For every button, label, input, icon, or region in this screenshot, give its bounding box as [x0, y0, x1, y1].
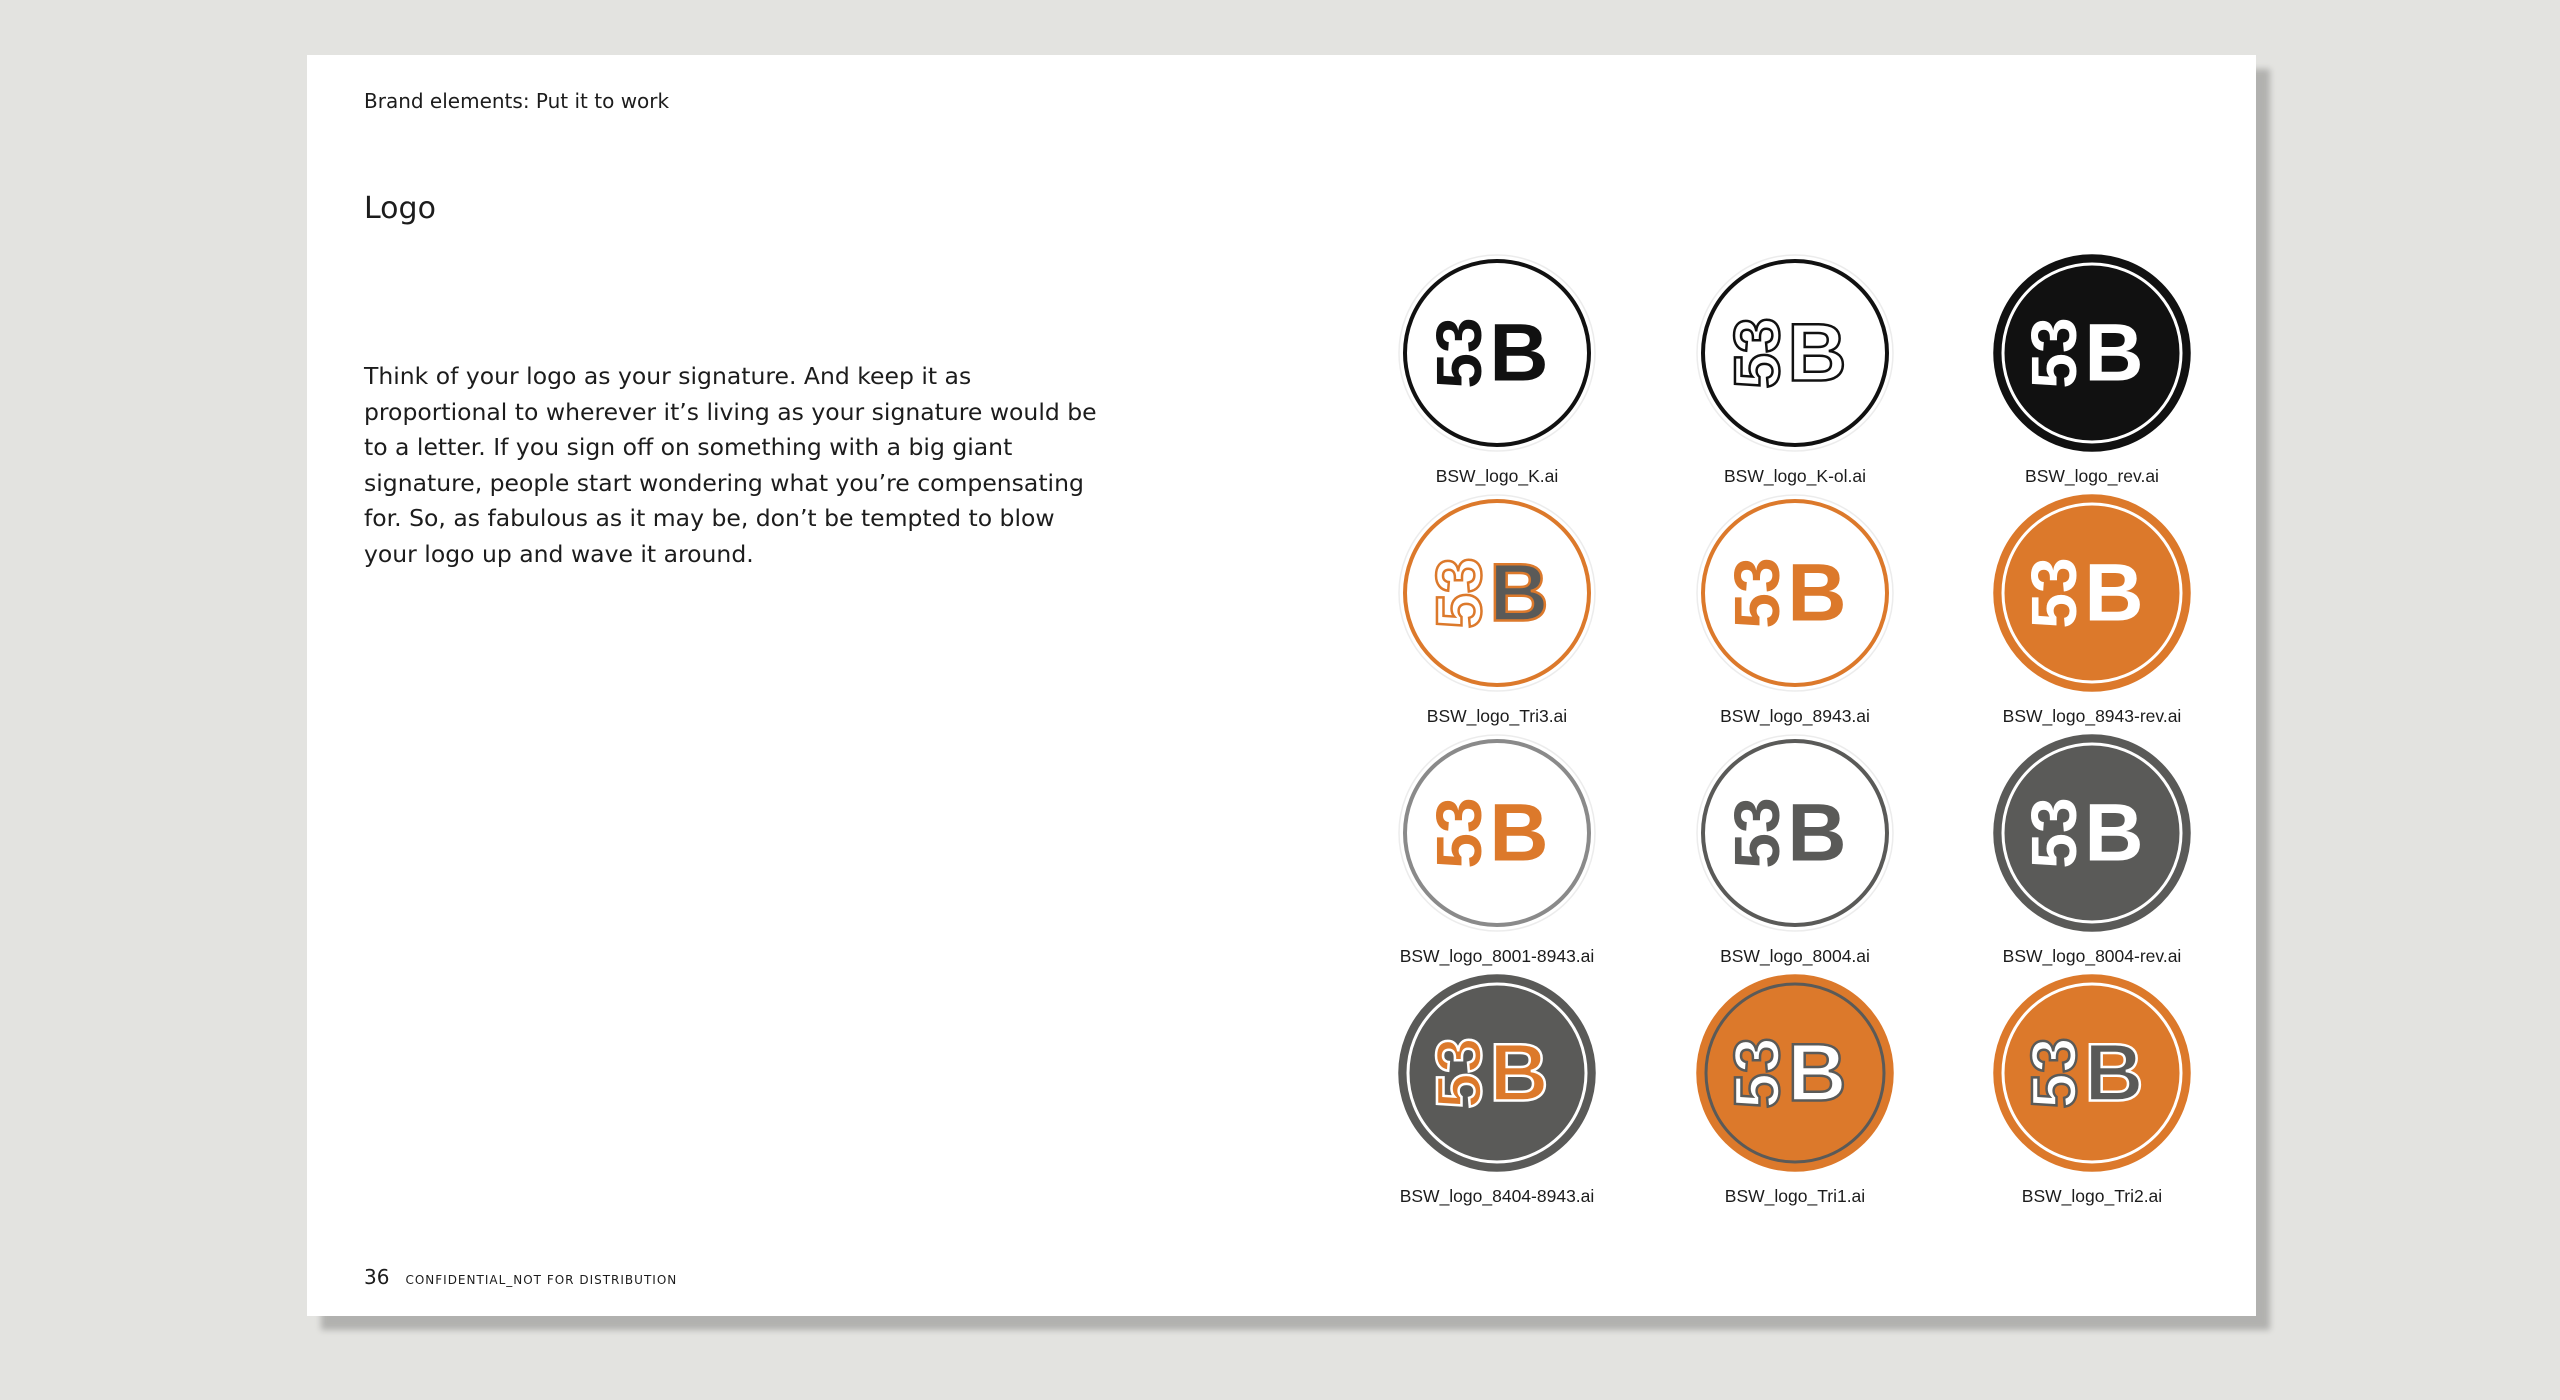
logo-variant: [1347, 733, 1647, 973]
logo-caption: BSW_logo_K-ol.ai: [1723, 466, 1867, 486]
logo-numeral: 53: [1721, 1037, 1793, 1109]
logo-variations-grid: [1347, 253, 2227, 1253]
logo-letter: B: [1489, 787, 1549, 879]
logo-caption: BSW_logo_K.ai: [1435, 466, 1559, 486]
logo-letter: B: [1787, 307, 1847, 399]
logo-variant: [1942, 973, 2242, 1213]
logo-caption: BSW_logo_Tri2.ai: [2021, 1186, 2163, 1206]
confidential-notice: CONFIDENTIAL_NOT FOR DISTRIBUTION: [405, 1273, 678, 1287]
logo-caption: BSW_logo_8004.ai: [1720, 946, 1870, 966]
logo-variant: [1645, 733, 1945, 973]
logo-badge: [1397, 733, 1597, 933]
logo-badge: [1992, 253, 2192, 453]
logo-numeral: 53: [2018, 557, 2090, 629]
logo-letter: B: [1489, 1027, 1549, 1119]
logo-numeral: 53: [2018, 797, 2090, 869]
logo-variant: [1645, 493, 1945, 733]
logo-caption: BSW_logo_Tri3.ai: [1426, 706, 1568, 726]
logo-letter: B: [2084, 307, 2144, 399]
logo-badge: [1397, 973, 1597, 1173]
logo-caption: BSW_logo_8004-rev.ai: [2002, 946, 2182, 966]
logo-caption: BSW_logo_rev.ai: [2025, 466, 2159, 486]
logo-letter: B: [1787, 787, 1847, 879]
logo-badge: [1695, 253, 1895, 453]
logo-variant: [1347, 253, 1647, 493]
logo-numeral: 53: [1423, 557, 1495, 629]
logo-badge: [1992, 493, 2192, 693]
page-number: 36: [364, 1265, 390, 1289]
logo-badge: [1695, 493, 1895, 693]
logo-variant: [1347, 973, 1647, 1213]
logo-caption: BSW_logo_8943.ai: [1720, 706, 1870, 726]
logo-caption: BSW_logo_8404-8943.ai: [1399, 1186, 1595, 1206]
logo-badge: [1695, 973, 1895, 1173]
page-footer: [364, 1265, 677, 1289]
logo-numeral: 53: [2018, 317, 2090, 389]
logo-caption: BSW_logo_8001-8943.ai: [1399, 946, 1595, 966]
logo-variant: [1645, 253, 1945, 493]
logo-letter: B: [1787, 547, 1847, 639]
logo-letter: B: [2084, 787, 2144, 879]
logo-badge: [1397, 493, 1597, 693]
logo-variant: [1942, 253, 2242, 493]
logo-variant: [1645, 973, 1945, 1213]
logo-letter: B: [2084, 1027, 2144, 1119]
logo-numeral: 53: [1721, 557, 1793, 629]
logo-numeral: 53: [2018, 1037, 2090, 1109]
page-title: Logo: [364, 191, 436, 226]
logo-numeral: 53: [1423, 317, 1495, 389]
section-header: Brand elements: Put it to work: [364, 89, 670, 113]
logo-letter: B: [2084, 547, 2144, 639]
logo-letter: B: [1489, 547, 1549, 639]
body-paragraph: Think of your logo as your signature. And keep it as proportional to wherever it’s living as your signature would be to a letter. If you sign off on something with a big giant signature, people start wondering what you’re compensating for. So, as fabulous as it may be, don’t be tempted to blow your logo up and wave it around.: [364, 362, 1097, 568]
logo-numeral: 53: [1721, 317, 1793, 389]
logo-numeral: 53: [1423, 797, 1495, 869]
logo-badge: [1992, 733, 2192, 933]
logo-badge: [1992, 973, 2192, 1173]
logo-variant: [1347, 493, 1647, 733]
logo-numeral: 53: [1423, 1037, 1495, 1109]
logo-variant: [1942, 493, 2242, 733]
logo-letter: B: [1787, 1027, 1847, 1119]
logo-badge: [1695, 733, 1895, 933]
logo-numeral: 53: [1721, 797, 1793, 869]
brand-guide-page: [307, 55, 2256, 1316]
logo-caption: BSW_logo_Tri1.ai: [1724, 1186, 1866, 1206]
logo-caption: BSW_logo_8943-rev.ai: [2002, 706, 2182, 726]
logo-letter: B: [1489, 307, 1549, 399]
logo-badge: [1397, 253, 1597, 453]
logo-variant: [1942, 733, 2242, 973]
